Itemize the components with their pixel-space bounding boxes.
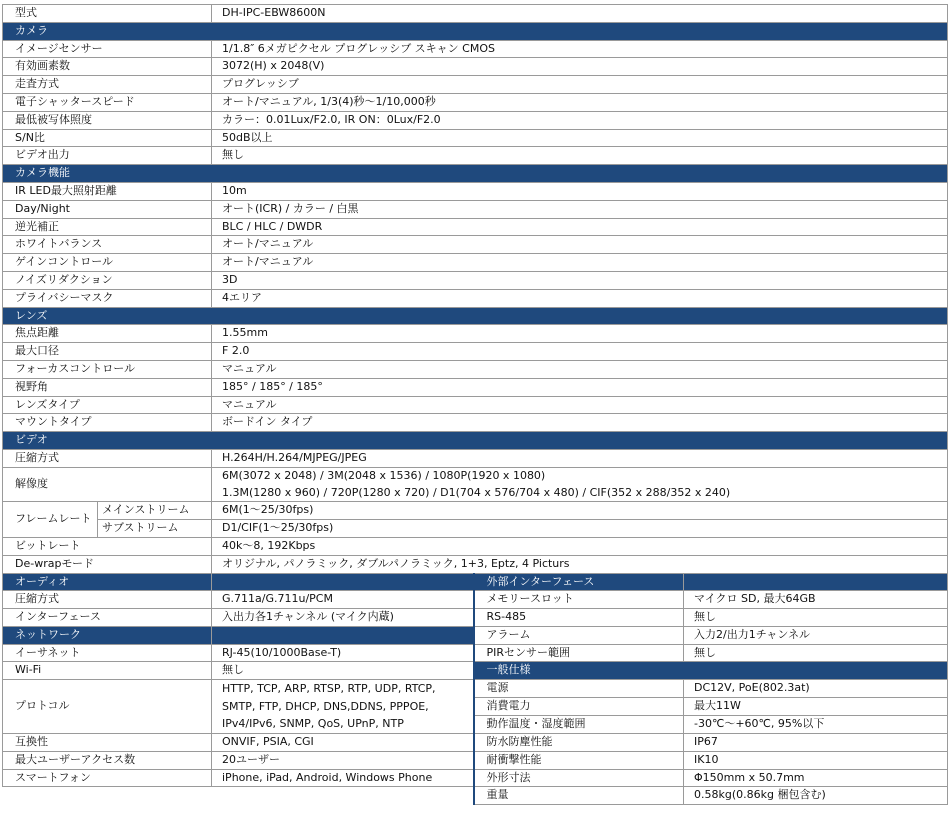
spec-label: 重量 — [474, 787, 684, 805]
spec-value: オート/マニュアル — [212, 254, 948, 272]
spec-value: Φ150mm x 50.7mm — [684, 769, 948, 787]
spec-value: 20ユーザー — [212, 751, 474, 769]
spec-label: 焦点距離 — [3, 325, 212, 343]
spec-value: 最大11W — [684, 698, 948, 716]
spec-value: -30℃〜+60℃, 95%以下 — [684, 716, 948, 734]
spec-label: 逆光補正 — [3, 218, 212, 236]
spec-row — [3, 414, 948, 432]
spec-value: ONVIF, PSIA, CGI — [212, 734, 474, 752]
spec-row — [3, 449, 948, 467]
spec-value: 6M(3072 x 2048) / 3M(2048 x 1536) / 1080P(1920 x 1080) — [212, 467, 948, 484]
spec-label: マウントタイプ — [3, 414, 212, 432]
spec-value: 入出力各1チャンネル (マイク内蔵) — [212, 609, 474, 627]
spec-row — [3, 147, 948, 165]
section-header-video: ビデオ — [3, 432, 948, 450]
section-header-external-interface: 外部インターフェース — [474, 573, 684, 591]
spec-value: オート(ICR) / カラー / 白黒 — [212, 200, 948, 218]
split-row — [3, 626, 948, 644]
spec-row — [3, 555, 948, 573]
spec-label: 消費電力 — [474, 698, 684, 716]
spec-value: 無し — [212, 147, 948, 165]
framerate-row-main — [3, 502, 948, 520]
spec-row — [3, 93, 948, 111]
spec-label: 圧縮方式 — [3, 591, 212, 609]
split-row — [3, 609, 948, 627]
spec-value: H.264H/H.264/MJPEG/JPEG — [212, 449, 948, 467]
model-label: 型式 — [3, 5, 212, 23]
spec-value: 4エリア — [212, 289, 948, 307]
spec-row — [3, 254, 948, 272]
spec-value: DC12V, PoE(802.3at) — [684, 680, 948, 698]
spec-label: 最大口径 — [3, 343, 212, 361]
spec-label: 防水防塵性能 — [474, 734, 684, 752]
spec-label: 走査方式 — [3, 76, 212, 94]
spec-label: 解像度 — [3, 467, 212, 502]
spec-value: マイクロ SD, 最大64GB — [684, 591, 948, 609]
protocol-line: IPv4/IPv6, SNMP, QoS, UPnP, NTP — [222, 717, 404, 731]
model-row — [3, 5, 948, 23]
spec-value: F 2.0 — [212, 343, 948, 361]
spec-value: 無し — [684, 644, 948, 662]
split-row — [3, 662, 948, 680]
spec-value: IP67 — [684, 734, 948, 752]
spec-value: iPhone, iPad, Android, Windows Phone — [212, 769, 474, 787]
spec-label: 電子シャッタースピード — [3, 93, 212, 111]
spec-value: 無し — [212, 662, 474, 680]
section-header-lens: レンズ — [3, 307, 948, 325]
spec-label: 外形寸法 — [474, 769, 684, 787]
split-row — [3, 573, 948, 591]
spec-row — [3, 111, 948, 129]
spec-label: De-wrapモード — [3, 555, 212, 573]
split-row — [3, 734, 948, 752]
spec-row — [3, 396, 948, 414]
spec-value: 3072(H) x 2048(V) — [212, 58, 948, 76]
framerate-row-sub — [3, 520, 948, 538]
split-row — [3, 769, 948, 787]
spec-label: 有効画素数 — [3, 58, 212, 76]
spec-row — [3, 218, 948, 236]
spec-value: 1.55mm — [212, 325, 948, 343]
split-row — [3, 644, 948, 662]
spec-value: 1/1.8″ 6メガピクセル プログレッシブ スキャン CMOS — [212, 40, 948, 58]
section-header-general: 一般仕様 — [474, 662, 948, 680]
spec-value: 6M(1〜25/30fps) — [212, 502, 948, 520]
split-row — [3, 591, 948, 609]
spec-label: インターフェース — [3, 609, 212, 627]
spec-value: IK10 — [684, 751, 948, 769]
spec-row — [3, 378, 948, 396]
spec-label: スマートフォン — [3, 769, 212, 787]
spec-label: アラーム — [474, 626, 684, 644]
spec-label: PIRセンサー範囲 — [474, 644, 684, 662]
spec-label: イーサネット — [3, 644, 212, 662]
spec-label: ビットレート — [3, 537, 212, 555]
spec-label: 最低被写体照度 — [3, 111, 212, 129]
spec-sublabel: メインストリーム — [98, 502, 212, 520]
spec-row — [3, 289, 948, 307]
split-row — [3, 680, 948, 698]
section-header-camera-features: カメラ機能 — [3, 165, 948, 183]
spec-row — [3, 271, 948, 289]
spec-table — [2, 4, 948, 805]
spec-label: レンズタイプ — [3, 396, 212, 414]
spec-row — [3, 236, 948, 254]
split-row — [3, 751, 948, 769]
spec-value: RJ-45(10/1000Base-T) — [212, 644, 474, 662]
spec-value: 3D — [212, 271, 948, 289]
spec-value: 無し — [684, 609, 948, 627]
spec-value: 入力2/出力1チャンネル — [684, 626, 948, 644]
spec-value: マニュアル — [212, 360, 948, 378]
spec-label: 耐衝撃性能 — [474, 751, 684, 769]
spec-row — [3, 129, 948, 147]
spec-value: BLC / HLC / DWDR — [212, 218, 948, 236]
spec-label: メモリースロット — [474, 591, 684, 609]
spec-row — [3, 40, 948, 58]
section-header-camera: カメラ — [3, 22, 948, 40]
spec-row — [3, 325, 948, 343]
split-row — [3, 787, 948, 805]
spec-label: 動作温度・湿度範囲 — [474, 716, 684, 734]
spec-label: ビデオ出力 — [3, 147, 212, 165]
spec-label: ゲインコントロール — [3, 254, 212, 272]
spec-value: オリジナル, パノラミック, ダブルパノラミック, 1+3, Eptz, 4 Picturs — [212, 555, 948, 573]
spec-row — [3, 58, 948, 76]
spec-value: 50dB以上 — [212, 129, 948, 147]
spec-row — [3, 182, 948, 200]
spec-label: S/N比 — [3, 129, 212, 147]
resolution-row-1 — [3, 467, 948, 484]
spec-label: 最大ユーザーアクセス数 — [3, 751, 212, 769]
spec-label: Wi-Fi — [3, 662, 212, 680]
spec-label: 圧縮方式 — [3, 449, 212, 467]
spec-value: オート/マニュアル, 1/3(4)秒〜1/10,000秒 — [212, 93, 948, 111]
spec-label: ノイズリダクション — [3, 271, 212, 289]
spec-label: Day/Night — [3, 200, 212, 218]
spec-value: 0.58kg(0.86kg 梱包含む) — [684, 787, 948, 805]
spec-value: G.711a/G.711u/PCM — [212, 591, 474, 609]
spec-row — [3, 200, 948, 218]
spec-label: 視野角 — [3, 378, 212, 396]
spec-value: D1/CIF(1〜25/30fps) — [212, 520, 948, 538]
spec-row — [3, 343, 948, 361]
model-value: DH-IPC-EBW8600N — [212, 5, 948, 23]
protocol-line: SMTP, FTP, DHCP, DNS,DDNS, PPPOE, — [222, 699, 429, 713]
spec-label: フレームレート — [3, 502, 98, 538]
spec-label: IR LED最大照射距離 — [3, 182, 212, 200]
spec-label: プライバシーマスク — [3, 289, 212, 307]
spec-row — [3, 76, 948, 94]
spec-label: RS-485 — [474, 609, 684, 627]
spec-value: プログレッシブ — [212, 76, 948, 94]
spec-sublabel: サブストリーム — [98, 520, 212, 538]
spec-value: オート/マニュアル — [212, 236, 948, 254]
spec-label: 電源 — [474, 680, 684, 698]
spec-label: イメージセンサー — [3, 40, 212, 58]
section-header-network: ネットワーク — [3, 626, 212, 644]
spec-value: ボードイン タイプ — [212, 414, 948, 432]
spec-label: プロトコル — [3, 680, 212, 734]
spec-value: カラー：0.01Lux/F2.0, IR ON：0Lux/F2.0 — [212, 111, 948, 129]
spec-label: 互換性 — [3, 734, 212, 752]
section-header-audio: オーディオ — [3, 573, 212, 591]
spec-row — [3, 537, 948, 555]
spec-label: フォーカスコントロール — [3, 360, 212, 378]
spec-value — [212, 680, 474, 734]
spec-value: 185° / 185° / 185° — [212, 378, 948, 396]
protocol-line: HTTP, TCP, ARP, RTSP, RTP, UDP, RTCP, — [222, 682, 436, 696]
spec-label: ホワイトバランス — [3, 236, 212, 254]
spec-value: 1.3M(1280 x 960) / 720P(1280 x 720) / D1(704 x 576/704 x 480) / CIF(352 x 288/352 x 240) — [212, 485, 948, 502]
spec-value: 40k〜8, 192Kbps — [212, 537, 948, 555]
spec-row — [3, 360, 948, 378]
spec-value: 10m — [212, 182, 948, 200]
spec-value: マニュアル — [212, 396, 948, 414]
